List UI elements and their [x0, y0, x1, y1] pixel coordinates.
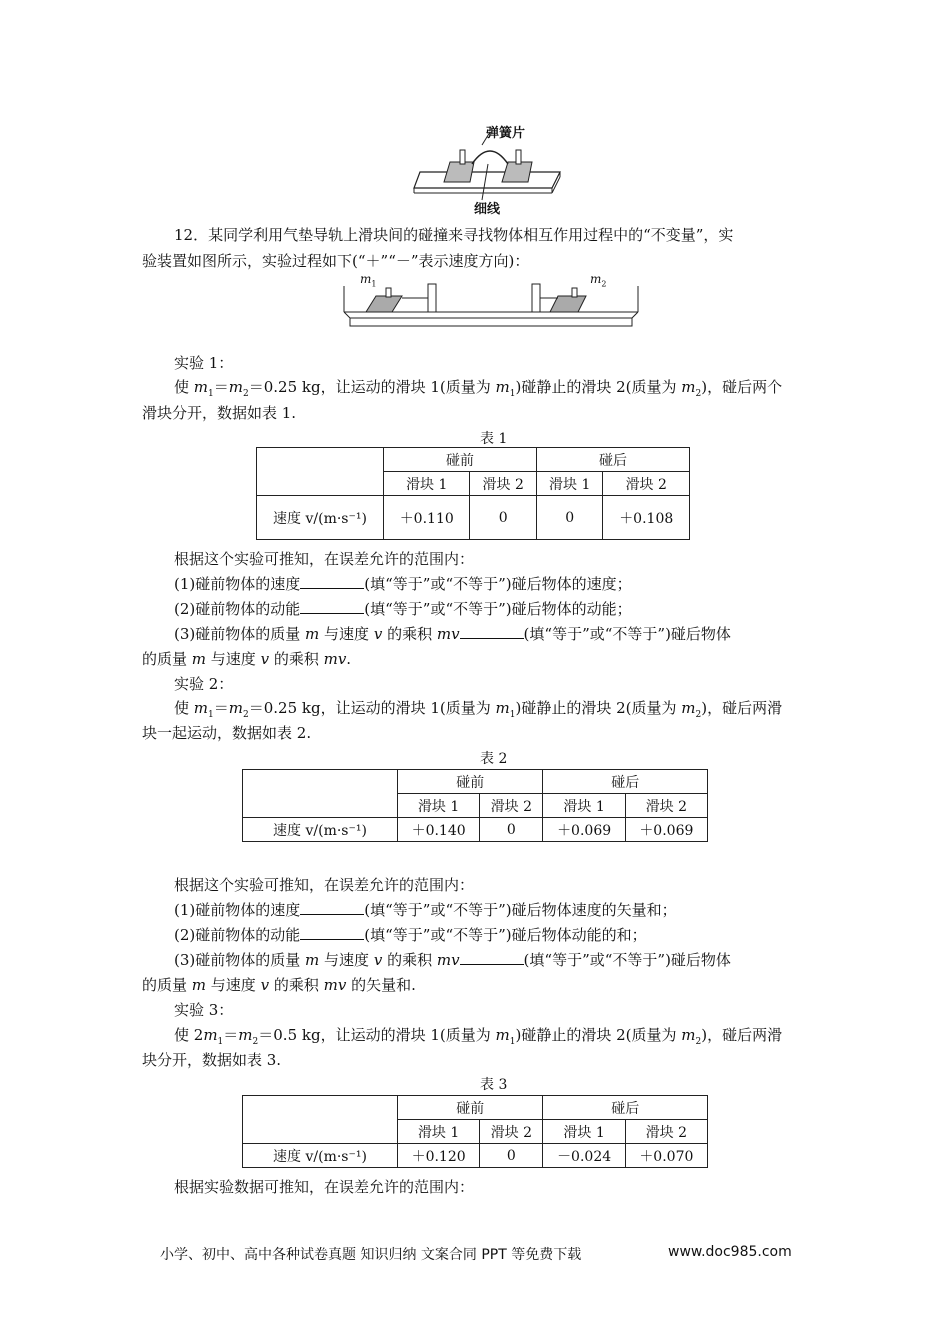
exp1-q2: (2)碰前物体的动能 (填“等于”或“不等于”)碰后物体的动能； [174, 600, 632, 618]
label-m1: $m_1$ [360, 272, 377, 289]
table1-cell: 0 [470, 496, 537, 540]
table3-row-label: 速度 v/(m·s⁻¹) [243, 1144, 398, 1168]
table1-col: 滑块 1 [536, 472, 603, 496]
exp2-desc-line2: 块一起运动，数据如表 2. [142, 724, 312, 742]
table2-col: 滑块 1 [543, 794, 625, 818]
table3-col: 滑块 1 [398, 1120, 480, 1144]
exp3-infer: 根据实验数据可推知，在误差允许的范围内： [174, 1178, 475, 1196]
table2-col: 滑块 1 [398, 794, 480, 818]
exp1-q3-line2: 的质量 m 与速度 v 的乘积 mv. [142, 650, 352, 668]
table2-cell: ＋0.069 [625, 818, 707, 842]
table1 [256, 447, 690, 540]
exp3-title: 实验 3： [174, 1001, 234, 1019]
table3 [242, 1095, 708, 1168]
answer-blank[interactable] [460, 624, 524, 639]
exp1-q1: (1)碰前物体的速度 (填“等于”或“不等于”)碰后物体的速度； [174, 575, 632, 593]
table3-cell: ＋0.120 [398, 1144, 480, 1168]
table2-row-label: 速度 v/(m·s⁻¹) [243, 818, 398, 842]
footer-text: 小学、初中、高中各种试卷真题 知识归纳 文案合同 PPT 等免费下载 [160, 1247, 582, 1263]
answer-blank[interactable] [300, 574, 364, 589]
table1-caption: 表 1 [480, 431, 508, 447]
answer-blank[interactable] [300, 925, 364, 940]
table2-cell: 0 [480, 818, 543, 842]
table1-cell: ＋0.108 [603, 496, 690, 540]
table3-col: 滑块 1 [543, 1120, 625, 1144]
spring-figure [410, 120, 570, 215]
table3-cell: 0 [480, 1144, 543, 1168]
table2-corner [243, 770, 398, 818]
table1-corner [257, 448, 384, 496]
table1-col: 滑块 1 [384, 472, 470, 496]
exp2-q2: (2)碰前物体的动能 (填“等于”或“不等于”)碰后物体动能的和； [174, 926, 647, 944]
table1-col: 滑块 2 [470, 472, 537, 496]
exp2-q1: (1)碰前物体的速度 (填“等于”或“不等于”)碰后物体速度的矢量和； [174, 901, 677, 919]
thread-label: 细线 [474, 202, 501, 217]
exp3-desc-line1: 使 $2m_1=m_2=0.5$ kg，让运动的滑块 1(质量为 $m_1$)碰静止的滑块 2(质量为 $m_2$)，碰后两滑 [174, 1026, 783, 1047]
table1-cell: ＋0.110 [384, 496, 470, 540]
footer-link[interactable]: www.doc985.com [668, 1244, 792, 1260]
problem-intro-line2: 验装置如图所示，实验过程如下(“＋”“－”表示速度方向)： [142, 252, 530, 270]
exp2-q3-line2: 的质量 m 与速度 v 的乘积 mv 的矢量和. [142, 976, 416, 994]
exp1-desc-line1: 使 $m_1=m_2=0.25$ kg，让运动的滑块 1(质量为 $m_1$)碰静止的滑块 2(质量为 $m_2$)，碰后两个 [174, 378, 783, 399]
table3-col: 滑块 2 [480, 1120, 543, 1144]
answer-blank[interactable] [460, 950, 524, 965]
table2-col: 滑块 2 [625, 794, 707, 818]
table2-col: 滑块 2 [480, 794, 543, 818]
label-m2: $m_2$ [590, 272, 607, 289]
exp1-title: 实验 1： [174, 354, 234, 372]
table1-header-before: 碰前 [384, 448, 537, 472]
table3-header-after: 碰后 [543, 1096, 708, 1120]
table1-col: 滑块 2 [603, 472, 690, 496]
table2 [242, 769, 708, 842]
exp2-infer: 根据这个实验可推知，在误差允许的范围内： [174, 876, 475, 894]
table3-caption: 表 3 [480, 1077, 508, 1093]
spring-label: 弹簧片 [486, 126, 526, 141]
table2-cell: ＋0.140 [398, 818, 480, 842]
exp3-desc-line2: 块分开，数据如表 3. [142, 1051, 282, 1069]
exp1-q3-line1: (3)碰前物体的质量 m 与速度 v 的乘积 mv (填“等于”或“不等于”)碰后物体 [174, 625, 731, 643]
problem-intro-line1: 12．某同学利用气垫导轨上滑块间的碰撞来寻找物体相互作用过程中的“不变量”，实 [174, 226, 734, 244]
exp1-infer: 根据这个实验可推知，在误差允许的范围内： [174, 550, 475, 568]
exp2-q3-line1: (3)碰前物体的质量 m 与速度 v 的乘积 mv (填“等于”或“不等于”)碰后物体 [174, 951, 731, 969]
table3-cell: －0.024 [543, 1144, 625, 1168]
table2-cell: ＋0.069 [543, 818, 625, 842]
table3-cell: ＋0.070 [625, 1144, 707, 1168]
table3-corner [243, 1096, 398, 1144]
answer-blank[interactable] [300, 900, 364, 915]
table3-header-before: 碰前 [398, 1096, 543, 1120]
answer-blank[interactable] [300, 599, 364, 614]
exp2-desc-line1: 使 $m_1=m_2=0.25$ kg，让运动的滑块 1(质量为 $m_1$)碰静止的滑块 2(质量为 $m_2$)，碰后两滑 [174, 699, 783, 720]
air-track-figure [336, 272, 646, 332]
table2-header-before: 碰前 [398, 770, 543, 794]
table2-header-after: 碰后 [543, 770, 708, 794]
table1-header-after: 碰后 [536, 448, 689, 472]
problem-number: 12． [174, 226, 209, 244]
table2-caption: 表 2 [480, 751, 508, 767]
table1-cell: 0 [536, 496, 603, 540]
table1-row-label: 速度 v/(m·s⁻¹) [257, 496, 384, 540]
exp2-title: 实验 2： [174, 675, 234, 693]
table3-col: 滑块 2 [625, 1120, 707, 1144]
exp1-desc-line2: 滑块分开，数据如表 1. [142, 404, 297, 422]
